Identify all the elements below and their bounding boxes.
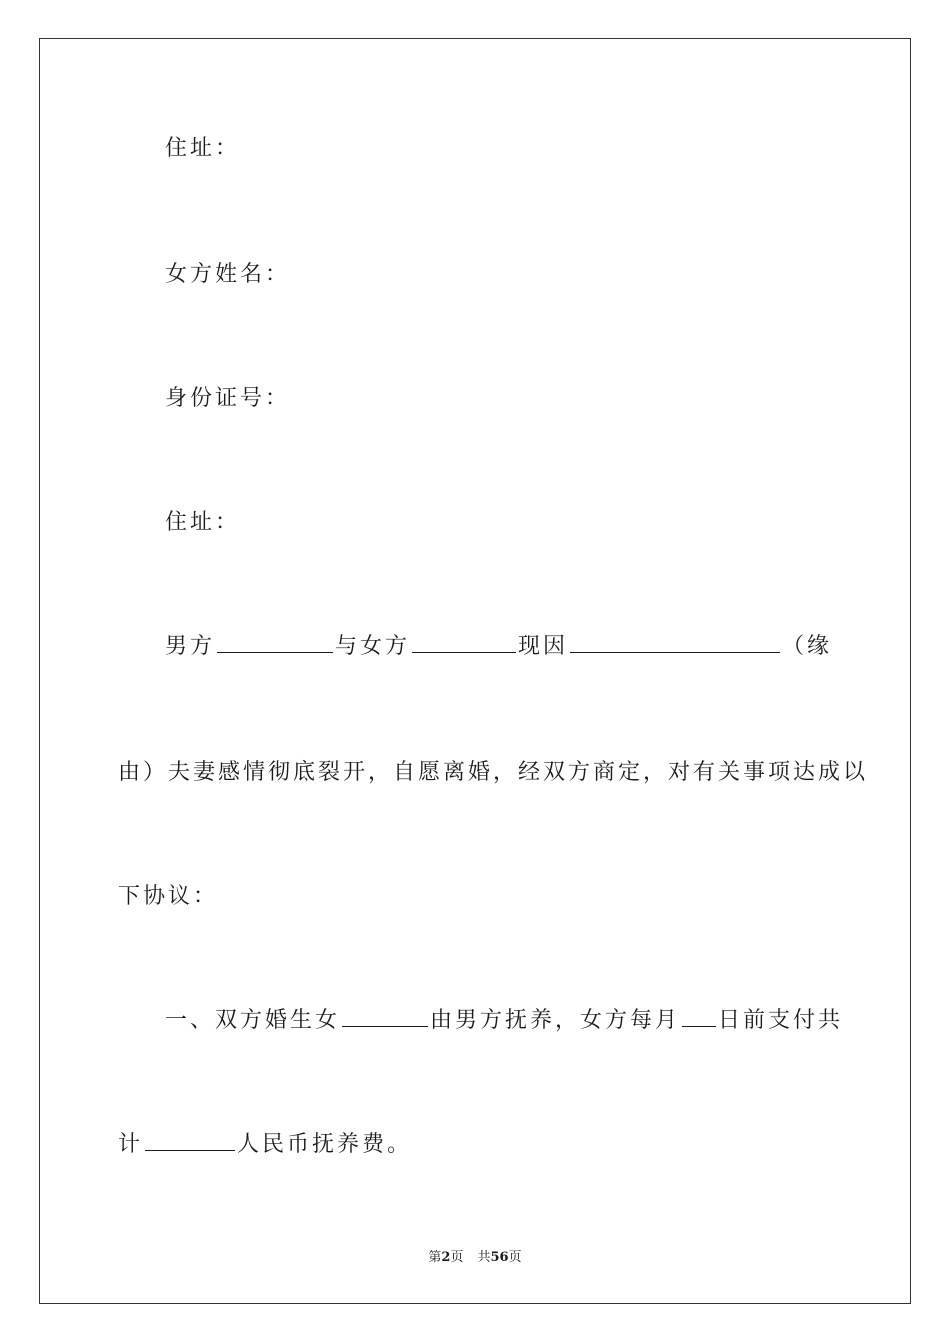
text-segment: 与女方 <box>335 634 411 659</box>
footer-total-unit: 页 <box>508 1250 522 1265</box>
female-name-label: 女方姓名： <box>165 262 291 287</box>
page-border <box>39 38 911 1304</box>
text-segment: 计 <box>118 1132 144 1157</box>
female-name-blank[interactable] <box>412 630 516 653</box>
text-segment: 人民币抚养费。 <box>237 1132 413 1157</box>
footer-total-prefix: 共 <box>477 1250 491 1265</box>
male-name-blank[interactable] <box>217 630 333 653</box>
address-label-2: 住址： <box>165 510 241 535</box>
text-segment: 一、双方婚生女 <box>165 1008 341 1033</box>
text-segment: （缘 <box>782 634 833 659</box>
page-footer <box>0 1246 950 1265</box>
paragraph-1-line-2: 由）夫妻感情彻底裂开，自愿离婚，经双方商定，对有关事项达成以 <box>118 760 869 785</box>
text-segment: 日前支付共 <box>718 1008 844 1033</box>
footer-prefix: 第 <box>428 1250 442 1265</box>
paragraph-1-line-1 <box>165 630 832 664</box>
total-page-number: 56 <box>490 1250 509 1265</box>
paragraph-2-line-1 <box>165 1004 843 1038</box>
text-segment: 现因 <box>518 634 569 659</box>
footer-page-unit: 页 <box>450 1250 464 1265</box>
reason-blank[interactable] <box>570 630 780 653</box>
text-segment: 男方 <box>165 634 216 659</box>
payment-day-blank[interactable] <box>682 1004 716 1027</box>
address-label-1: 住址： <box>165 136 241 161</box>
amount-blank[interactable] <box>145 1128 235 1151</box>
paragraph-1-line-3: 下协议： <box>118 884 219 909</box>
current-page-number: 2 <box>441 1250 451 1265</box>
id-number-label: 身份证号： <box>165 386 291 411</box>
paragraph-2-line-2 <box>118 1128 412 1162</box>
daughter-name-blank[interactable] <box>342 1004 428 1027</box>
text-segment: 由男方抚养，女方每月 <box>430 1008 681 1033</box>
